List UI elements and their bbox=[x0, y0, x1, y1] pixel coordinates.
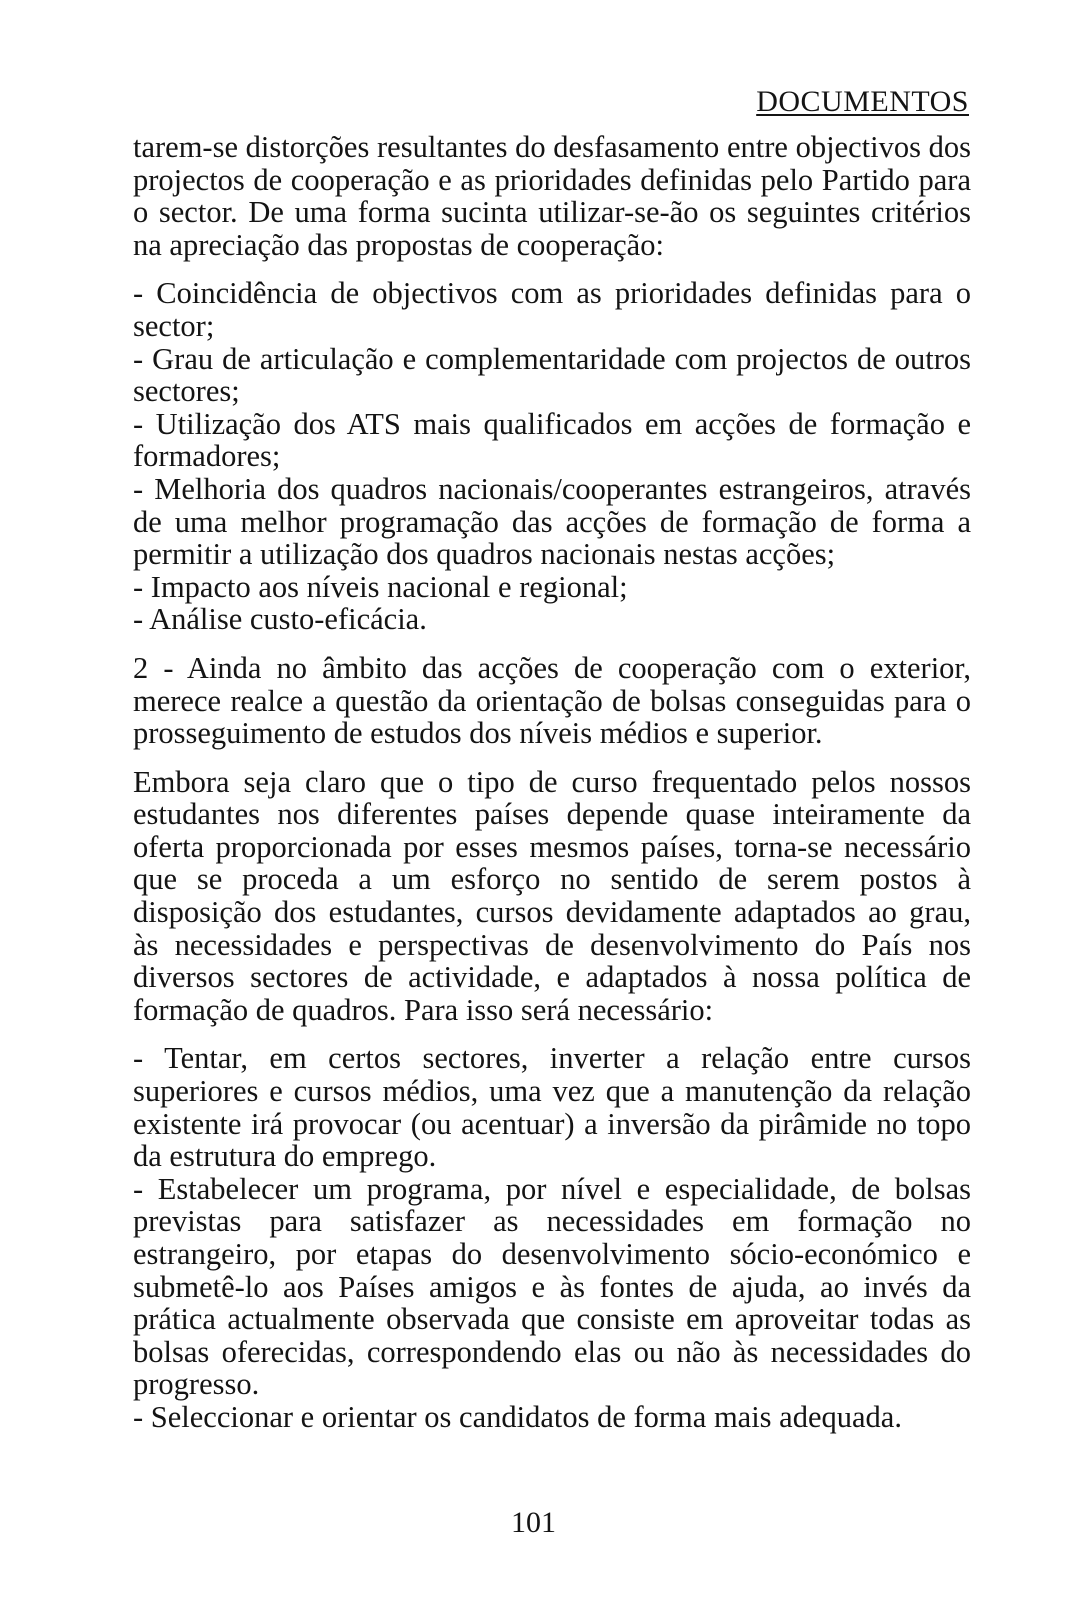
list-item: - Grau de articulação e complementaridade com projectos de outros sectores; bbox=[133, 341, 971, 409]
list-item: - Impacto aos níveis nacional e regional; bbox=[133, 569, 628, 604]
list-item: - Análise custo-eficácia. bbox=[133, 602, 427, 637]
actions-list bbox=[133, 1042, 971, 1433]
section-header: DOCUMENTOS bbox=[756, 85, 969, 118]
list-item: - Melhoria dos quadros nacionais/cooperantes estrangeiros, através de uma melhor programação das acções de formação de forma a permitir a utilização dos quadros nacionais nestas acções; bbox=[133, 471, 971, 572]
list-item: - Coincidência de objectivos com as prioridades definidas para o sector; bbox=[133, 276, 971, 343]
paragraph-intro: tarem-se distorções resultantes do desfasamento entre objectivos dos projectos de cooperação e as prioridades definidas pelo Partido para o sector. De uma forma sucinta utilizar-se-ão os seguintes critérios na apreciação das propostas de cooperação: bbox=[133, 130, 971, 262]
list-item: - Tentar, em certos sectores, inverter a relação entre cursos superiores e cursos médios, uma vez que a manutenção da relação existente irá provocar (ou acentuar) a inversão da pirâmide no topo da estrutura do emprego. bbox=[133, 1041, 971, 1174]
paragraph-scholarships: 2 - Ainda no âmbito das acções de cooperação com o exterior, merece realce a questão da orientação de bolsas conseguidas para o prosseguimento de estudos dos níveis médios e superior. bbox=[133, 650, 971, 751]
body-text bbox=[133, 131, 971, 1434]
page-number: 101 bbox=[511, 1506, 556, 1539]
paragraph-courses: Embora seja claro que o tipo de curso frequentado pelos nossos estudantes nos diferentes países depende quase inteiramente da oferta proporcionada por esses mesmos países, torna-se necessário que se proceda a um esforço no sentido de serem postos à disposição dos estudantes, cursos devidamente adaptados ao grau, às necessidades e perspectivas de desenvolvimento do País nos diversos sectores de actividade, e adaptados à nossa política de formação de quadros. Para isso será necessário: bbox=[133, 764, 971, 1027]
list-item: - Seleccionar e orientar os candidatos de forma mais adequada. bbox=[133, 1399, 902, 1434]
list-item: - Utilização dos ATS mais qualificados em acções de formação e formadores; bbox=[133, 406, 971, 474]
criteria-list bbox=[133, 277, 971, 636]
list-item: - Estabelecer um programa, por nível e especialidade, de bolsas previstas para satisfazer as necessidades em formação no estrangeiro, por etapas do desenvolvimento sócio-económico e submetê-lo aos Países amigos e às fontes de ajuda, ao invés da prática actualmente observada que consiste em aproveitar todas as bolsas oferecidas, correspondendo elas ou não às necessidades do progresso. bbox=[133, 1171, 971, 1402]
